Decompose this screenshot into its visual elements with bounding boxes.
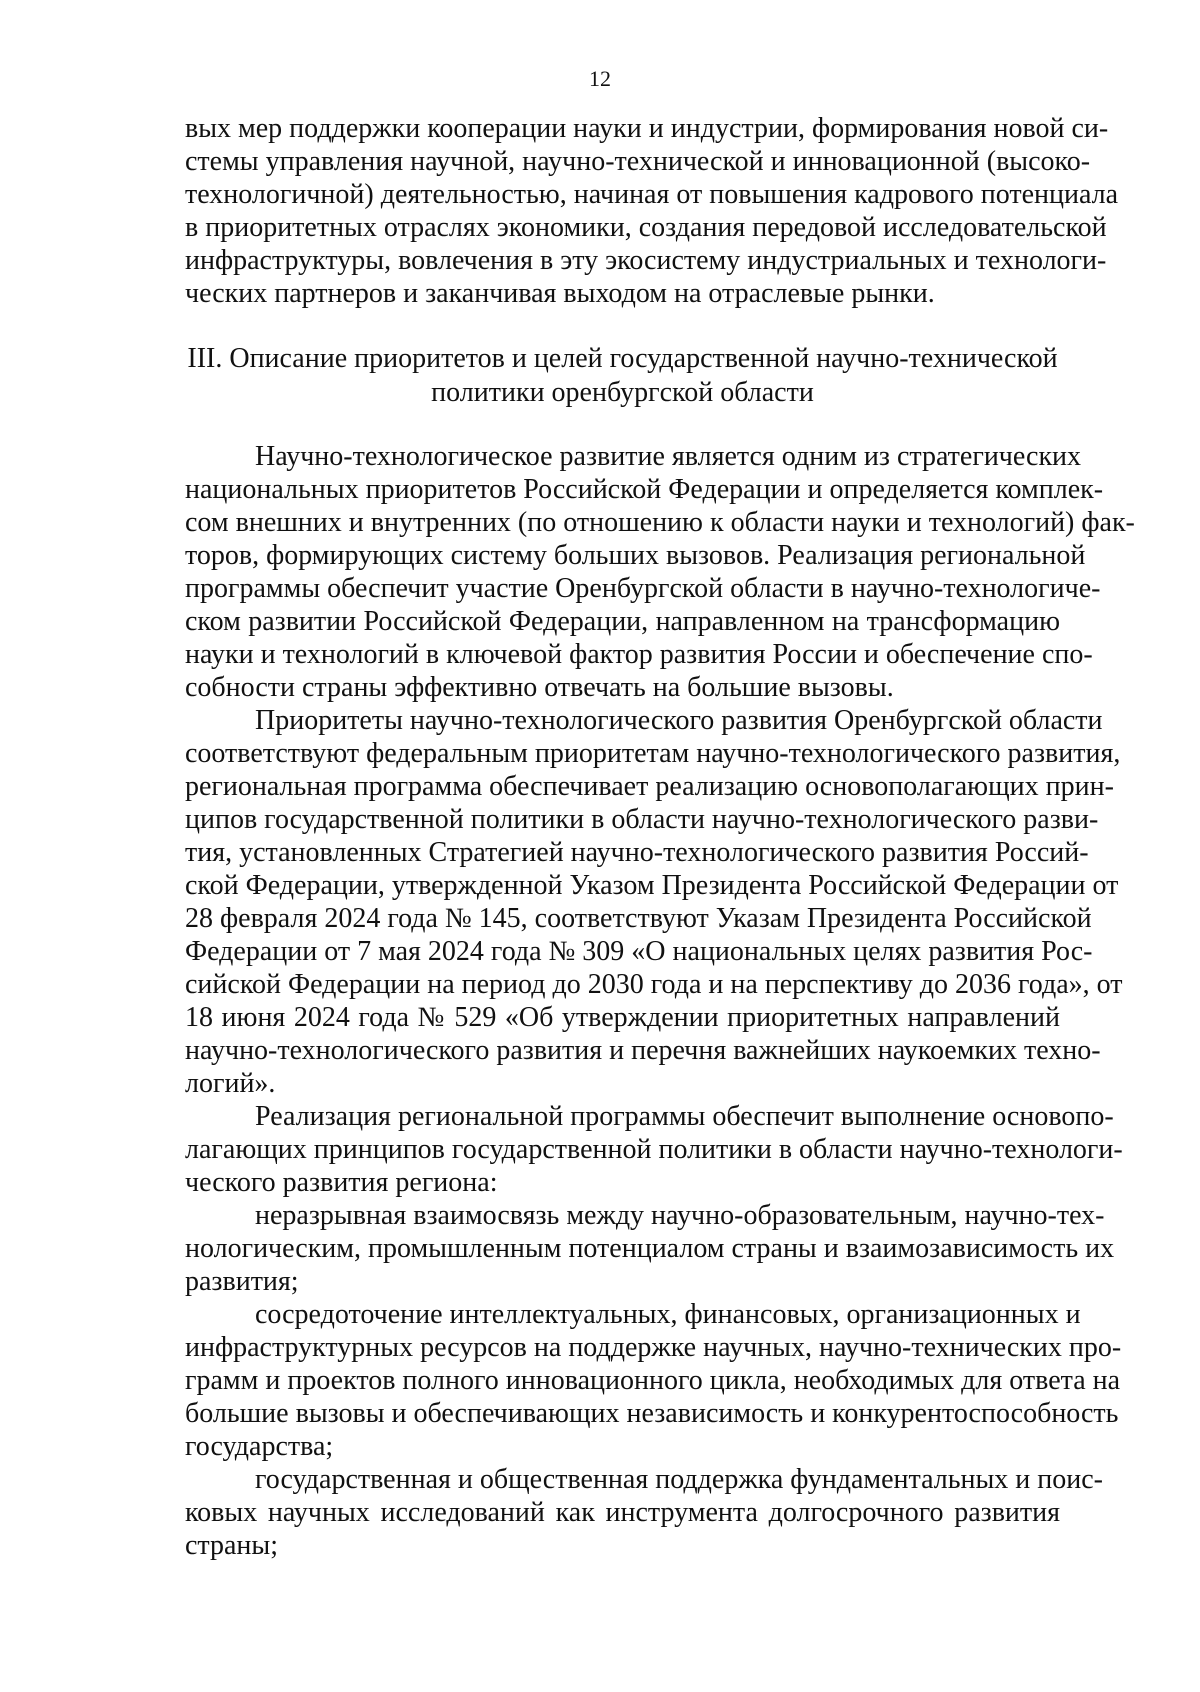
text-line: грамм и проектов полного инновационного цикла, необходимых для ответа на xyxy=(185,1365,1121,1396)
text-line: соответствуют федеральным приоритетам научно-технологического развития, xyxy=(185,738,1121,769)
text-line: страны; xyxy=(185,1530,279,1561)
text-line: государства; xyxy=(185,1431,334,1462)
list-item-resource-concentration xyxy=(185,1298,1122,1463)
text-line: тия, установленных Стратегией научно-технологического развития Россий- xyxy=(185,837,1089,868)
text-line: ском развитии Российской Федерации, направленном на трансформацию xyxy=(185,606,1060,637)
text-line: Федерации от 7 мая 2024 года № 309 «О национальных целях развития Рос- xyxy=(185,936,1093,967)
text-line: неразрывная взаимосвязь между научно-образовательным, научно-тех- xyxy=(255,1200,1105,1231)
text-line: сийской Федерации на период до 2030 года и на перспективу до 2036 года», от xyxy=(185,969,1123,1000)
text-line: ской Федерации, утвержденной Указом Президента Российской Федерации от xyxy=(185,870,1119,901)
text-line: региональная программа обеспечивает реализацию основополагающих прин- xyxy=(185,771,1114,802)
text-line: нологическим, промышленным потенциалом страны и взаимозависимость их xyxy=(185,1233,1115,1264)
text-line: программы обеспечит участие Оренбургской области в научно-технологиче- xyxy=(185,573,1101,604)
paragraph-priorities xyxy=(185,704,1123,1100)
list-item-research-support xyxy=(185,1463,1103,1562)
text-line: ковых научных исследований как инструмента долгосрочного развития xyxy=(185,1497,1060,1528)
section-heading xyxy=(185,342,1060,410)
text-line: технологичной) деятельностью, начиная от повышения кадрового потенциала xyxy=(185,179,1119,210)
heading-line: III. Описание приоритетов и целей государственной научно-технической xyxy=(187,343,1058,374)
text-line: ципов государственной политики в области научно-технологического разви- xyxy=(185,804,1099,835)
text-line: Реализация региональной программы обеспечит выполнение основопо- xyxy=(255,1101,1114,1132)
intro-paragraph xyxy=(185,112,1119,310)
text-line: собности страны эффективно отвечать на большие вызовы. xyxy=(185,672,894,703)
text-line: государственная и общественная поддержка фундаментальных и поис- xyxy=(255,1464,1103,1495)
paragraph-principles-intro xyxy=(185,1100,1123,1199)
text-line: в приоритетных отраслях экономики, создания передовой исследовательской xyxy=(185,212,1107,243)
text-line: 28 февраля 2024 года № 145, соответствуют Указам Президента Российской xyxy=(185,903,1092,934)
text-line: национальных приоритетов Российской Федерации и определяется комплек- xyxy=(185,474,1104,505)
text-line: инфраструктуры, вовлечения в эту экосистему индустриальных и технологи- xyxy=(185,245,1107,276)
text-line: инфраструктурных ресурсов на поддержке научных, научно-технических про- xyxy=(185,1332,1122,1363)
text-line: Научно-технологическое развитие является одним из стратегических xyxy=(255,441,1082,472)
list-item-interconnection xyxy=(185,1199,1115,1298)
heading-line: политики оренбургской области xyxy=(431,377,814,408)
text-line: лагающих принципов государственной политики в области научно-технологи- xyxy=(185,1134,1123,1165)
text-line: сом внешних и внутренних (по отношению к области науки и технологий) фак- xyxy=(185,507,1135,538)
text-line: 18 июня 2024 года № 529 «Об утверждении приоритетных направлений xyxy=(185,1002,1060,1033)
text-line: научно-технологического развития и перечня важнейших наукоемких техно- xyxy=(185,1035,1101,1066)
text-line: ческого развития региона: xyxy=(185,1167,498,1198)
text-line: ческих партнеров и заканчивая выходом на отраслевые рынки. xyxy=(185,278,935,309)
text-line: Приоритеты научно-технологического развития Оренбургской области xyxy=(255,705,1103,736)
text-line: стемы управления научной, научно-технической и инновационной (высоко- xyxy=(185,146,1091,177)
text-line: вых мер поддержки кооперации науки и индустрии, формирования новой си- xyxy=(185,113,1109,144)
text-line: развития; xyxy=(185,1266,299,1297)
text-line: науки и технологий в ключевой фактор развития России и обеспечение спо- xyxy=(185,639,1093,670)
text-line: торов, формирующих систему больших вызовов. Реализация региональной xyxy=(185,540,1086,571)
text-line: логий». xyxy=(185,1068,276,1099)
paragraph-strategic-development xyxy=(185,440,1135,704)
text-line: сосредоточение интеллектуальных, финансовых, организационных и xyxy=(255,1299,1081,1330)
text-line: большие вызовы и обеспечивающих независимость и конкурентоспособность xyxy=(185,1398,1119,1429)
page-number: 12 xyxy=(589,66,611,91)
